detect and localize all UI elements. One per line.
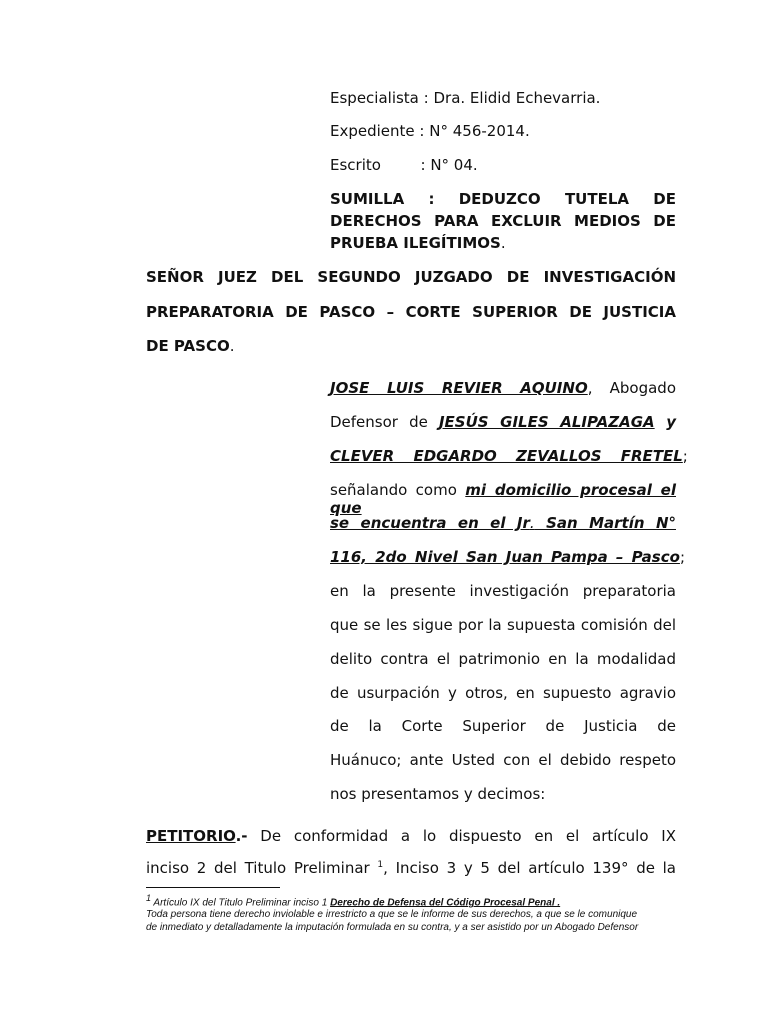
footnote-number: 1 [146,893,152,903]
intro-line-4-pre: señalando como [330,481,466,499]
intro-line-9: delito contra el patrimonio en la modalidad [330,650,676,668]
address-line-3-text: DE PASCO [146,337,230,355]
petitorio-label: PETITORIO [146,827,236,845]
intro-line-8: que se les sigue por la supuesta comisión del [330,616,676,634]
domicile-text-3: 116, 2do Nivel San Juan Pampa – Pasco [330,548,680,566]
sumilla-word-1: DEDUZCO [458,190,541,208]
lawyer-name: JOSE LUIS REVIER AQUINO [330,379,588,397]
escrito-label: Escrito [330,156,381,174]
expediente-value: : N° 456-2014. [419,122,530,140]
petitorio-line-2-post: , Inciso 3 y 5 del artículo 139° de la [383,859,676,877]
intro-line-2-pre: Defensor de [330,413,439,431]
especialista-line [330,89,600,107]
intro-line-12: Huánuco; ante Usted con el debido respeto [330,751,676,769]
address-line-3 [146,337,235,355]
expediente-label: Expediente [330,122,415,140]
footnote-line-2: Toda persona tiene derecho inviolable e irrestricto a que se le informe de sus derechos, a que se le comunique [146,909,638,920]
intro-line-6 [330,548,685,566]
sumilla-line-3-text: PRUEBA ILEGÍTIMOS [330,234,501,252]
address-line-2: PREPARATORIA DE PASCO – CORTE SUPERIOR DE JUSTICIA [146,303,676,321]
intro-line-3-end: ; [682,447,688,465]
sumilla-line-3-end: . [500,234,506,252]
domicile-text-2a: se encuentra en el Jr [330,514,530,532]
footnote-divider [146,887,280,888]
footnote-ref: 1 [377,860,384,870]
expediente-line [330,122,530,140]
intro-line-6-end: ; [679,548,685,566]
footnote-line-1 [146,893,560,908]
sumilla-colon: : [428,190,435,208]
petitorio-line-2 [146,859,676,877]
intro-line-11: de la Corte Superior de Justicia de [330,717,676,735]
intro-line-10: de usurpación y otros, en supuesto agravio [330,684,676,702]
sumilla-line-2: DERECHOS PARA EXCLUIR MEDIOS DE [330,212,676,230]
footnote-line-1-bold: Derecho de Defensa del Código Procesal Penal . [330,897,561,909]
intro-line-1 [330,379,676,397]
domicile-text-1: mi domicilio procesal el que [330,481,676,517]
intro-line-3 [330,447,688,465]
intro-line-1-rest: , Abogado [587,379,676,397]
domicile-text-2b: San Martín N° [534,514,676,532]
petitorio-line-2-pre: inciso 2 del Titulo Preliminar [146,859,378,877]
sumilla-line-1 [330,190,676,208]
intro-line-13: nos presentamos y decimos: [330,785,546,803]
intro-line-2 [330,413,676,431]
sumilla-word-2: TUTELA [564,190,629,208]
intro-line-5 [330,514,676,532]
petitorio-line-1 [146,827,676,845]
petitorio-label-end: .- [235,827,248,845]
domicile-dot: . [529,514,535,532]
footnote-line-3: de inmediato y detalladamente la imputación formulada en su contra, y a ser asistido por un Abogado Defensor [146,922,639,933]
intro-line-2-y: y [654,413,676,431]
escrito-line [330,156,478,174]
petitorio-line-1-rest: De conformidad a lo dispuesto en el artículo IX [247,827,676,845]
address-line-1: SEÑOR JUEZ DEL SEGUNDO JUZGADO DE INVESTIGACIÓN [146,268,676,286]
client-name-2: CLEVER EDGARDO ZEVALLOS FRETEL [330,447,683,465]
especialista-label: Especialista [330,89,419,107]
especialista-value: : Dra. Elidid Echevarria. [423,89,601,107]
intro-line-7: en la presente investigación preparatoria [330,582,676,600]
footnote-line-1-pre: Artículo IX del Titulo Preliminar inciso 1 [151,897,331,909]
escrito-value: : N° 04. [420,156,478,174]
sumilla-label: SUMILLA [330,190,405,208]
intro-line-4 [330,481,676,517]
sumilla-word-3: DE [653,190,676,208]
client-name-1: JESÚS GILES ALIPAZAGA [438,413,655,431]
sumilla-line-3 [330,234,506,252]
address-line-3-end: . [229,337,235,355]
